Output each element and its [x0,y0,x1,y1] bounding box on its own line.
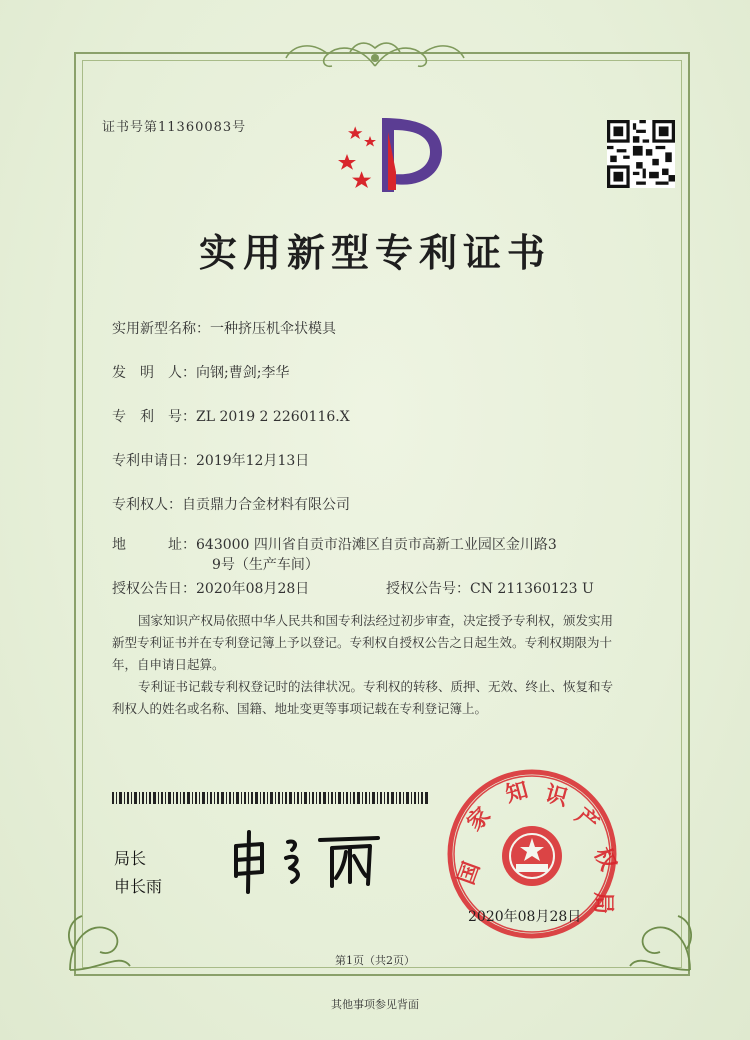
paragraph-line: 利权人的姓名或名称、国籍、地址变更等事项记载在专利登记簿上。 [112,701,488,716]
field-label: 专利权人： [112,497,182,513]
footer-note: 其他事项参见背面 [331,998,419,1011]
field-label: 专利申请日： [112,453,196,469]
field-value: 一种挤压机伞状模具 [210,321,336,337]
paragraph-line: 新型专利证书并在专利登记簿上予以登记。专利权自授权公告之日起生效。专利权期限为十 [112,635,613,650]
signer-title: 局长 [114,849,147,868]
field-label: 授权公告号： [386,581,470,597]
certificate-number: 证书号第11360083号 [102,120,247,135]
field-value: 自贡鼎力合金材料有限公司 [182,497,350,513]
svg-text:家: 家 [461,802,496,837]
field-label: 实用新型名称： [112,321,210,337]
field-label: 发 明 人： [112,365,196,381]
svg-text:权: 权 [588,843,622,875]
field-value: 2019年12月13日 [196,453,310,469]
patentee-row [112,494,350,514]
svg-text:产: 产 [570,802,604,837]
seal-date: 2020年08月28日 [468,909,582,925]
field-value: CN 211360123 U [470,581,594,597]
grant-announcement-date-row [112,578,309,598]
patent-number-row [112,406,350,426]
page-indicator: 第1页（共2页） [335,954,415,967]
field-value: 9号（生产车间） [212,557,319,573]
field-value: 643000 四川省自贡市沿滩区自贡市高新工业园区金川路3 [196,537,557,553]
paragraph-line: 专利证书记载专利权登记时的法律状况。专利权的转移、质押、无效、终止、恢复和专 [138,679,614,694]
certificate-title: 实用新型专利证书 [198,230,551,275]
inventor-row [112,362,289,382]
utility-model-name-row [112,318,336,338]
svg-text:局: 局 [590,892,616,915]
field-value: 向钢;曹剑;李华 [196,365,290,381]
paragraph-line: 国家知识产权局依照中华人民共和国专利法经过初步审查，决定授予专利权，颁发实用 [138,613,614,628]
field-label: 地 址： [112,537,196,553]
svg-text:国: 国 [453,858,486,889]
top-ornament [280,36,470,72]
field-value: 2020年08月28日 [196,581,310,597]
grant-announcement-number-row [386,578,594,598]
paragraph-line: 年，自申请日起算。 [112,657,225,672]
svg-text:识: 识 [542,780,571,812]
field-label: 专 利 号： [112,409,196,425]
grant-statement-paragraph [112,610,652,676]
barcode-icon [112,792,430,804]
qr-code-icon [607,120,675,188]
field-value: ZL 2019 2 2260116.X [196,409,350,425]
application-date-row [112,450,309,470]
handwritten-signature [228,826,388,896]
cnipa-logo-icon [338,112,448,198]
address-row-continued [212,554,319,574]
field-label: 授权公告日： [112,581,196,597]
signer-name: 申长雨 [114,877,163,896]
legal-status-paragraph [112,676,652,720]
address-row [112,534,557,554]
svg-text:知: 知 [502,776,531,808]
